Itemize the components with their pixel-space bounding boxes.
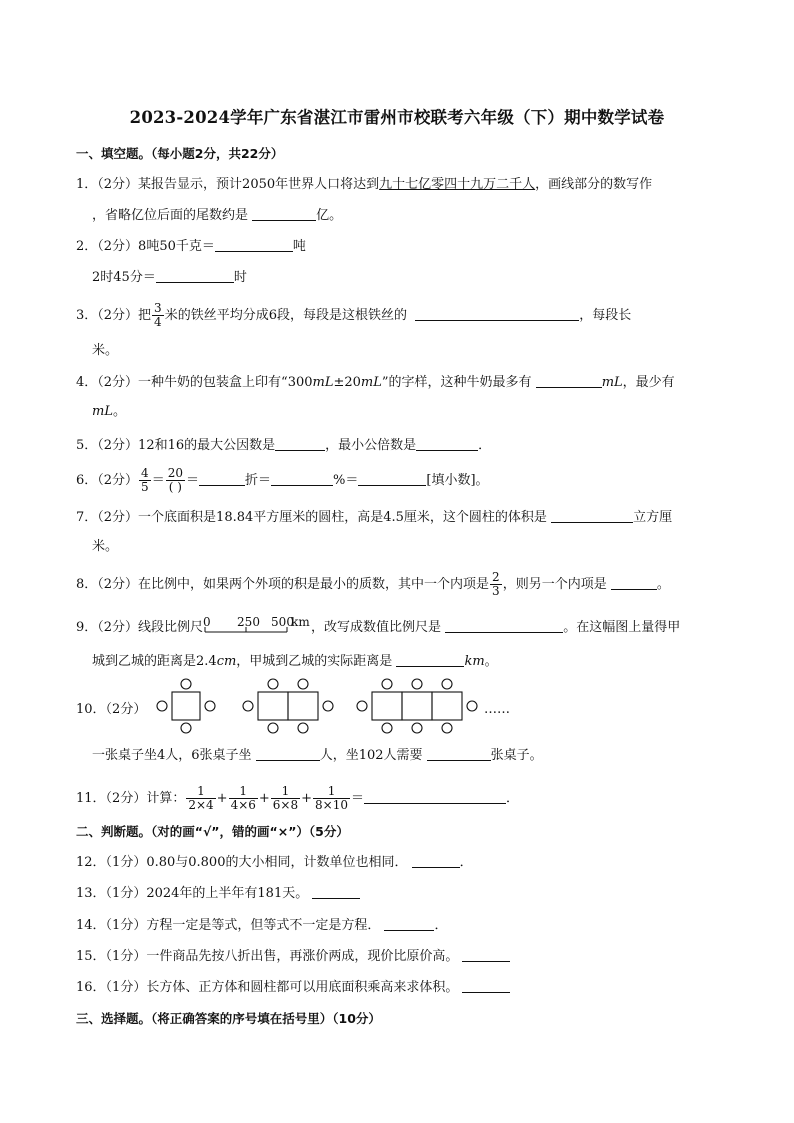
fraction: $\frac{2}{3}$ [492, 570, 500, 598]
tables-figure [150, 676, 490, 734]
fraction: $\frac{1}{6\times 8}$ [272, 784, 299, 812]
answer-blank[interactable] [275, 436, 325, 451]
fraction: $\frac{4}{5}$ [141, 466, 149, 494]
answer-blank[interactable] [199, 471, 245, 486]
question-10-cont: 一张桌子坐4人，6张桌子坐 人，坐102人需要 张桌子。 [92, 748, 543, 763]
ellipsis: …… [484, 702, 510, 717]
line-scale-bar [203, 615, 311, 635]
answer-blank[interactable] [551, 508, 633, 523]
seat-circle [412, 679, 422, 689]
table-3b [402, 692, 432, 720]
seat-circle [323, 701, 333, 711]
question-16: 16．（1分）长方体、正方体和圆柱都可以用底面积乘高来求体积。 [76, 978, 510, 997]
question-3: 3．（2分）把 $\frac{3}{4}$ 米的铁丝平均分成6段，每段是这根铁丝的 ，每段长 [76, 301, 632, 329]
answer-blank[interactable] [427, 746, 491, 761]
table-3a [372, 692, 402, 720]
answer-blank[interactable] [412, 853, 460, 868]
table-2b [288, 692, 318, 720]
question-7: 7．（2分）一个底面积是18.84平方厘米的圆柱，高是4.5厘米，这个圆柱的体积是 立方厘 [76, 510, 673, 525]
seat-circle [298, 679, 308, 689]
seat-circle [181, 679, 191, 689]
seat-circle [357, 701, 367, 711]
seat-circle [298, 723, 308, 733]
fraction: $\frac{1}{8\times 10}$ [315, 784, 348, 812]
answer-blank[interactable] [256, 746, 320, 761]
question-9-cont: 城到乙城的距离是2.4cm，甲城到乙城的实际距离是 km。 [92, 654, 498, 669]
seat-circle [382, 679, 392, 689]
answer-blank[interactable] [271, 471, 333, 486]
answer-blank[interactable] [462, 947, 510, 962]
scale-tick-500: 500 [271, 615, 294, 629]
question-1: 1．（2分）某报告显示，预计2050年世界人口将达到九十七亿零四十九万二千人，画线部分的数写作 [76, 177, 653, 192]
question-4-cont: mL。 [92, 404, 126, 419]
question-2-cont: 2时45分＝ 时 [92, 270, 247, 285]
fraction: $\frac{1}{4\times 6}$ [230, 784, 256, 812]
question-14: 14．（1分）方程一定是等式，但等式不一定是方程． ． [76, 918, 448, 933]
question-12: 12．（1分）0.80与0.800的大小相同，计数单位也相同． ． [76, 855, 473, 870]
question-4: 4．（2分）一种牛奶的包装盒上印有“300mL±20mL”的字样，这种牛奶最多有 mL，最少有 [76, 375, 675, 390]
question-15: 15．（1分）一件商品先按八折出售，再涨价两成，现价比原价高。 [76, 947, 510, 966]
seat-circle [268, 679, 278, 689]
question-3-cont: 米。 [92, 343, 119, 358]
question-13: 13．（1分）2024年的上半年有181天。 [76, 884, 360, 903]
section-2-heading: 二、判断题。（对的画“√”，错的画“×”）（5分） [76, 824, 349, 839]
answer-blank[interactable] [396, 652, 464, 667]
answer-blank[interactable] [536, 373, 602, 388]
seat-circle [467, 701, 477, 711]
question-6: 6．（2分） $\frac{4}{5}$ ＝ $\frac{20}{( )}$ ＝ 折＝ %＝ [填小数]。 [76, 466, 489, 494]
scale-tick-250: 250 [237, 615, 260, 629]
underlined-number: 九十七亿零四十九万二千人 [379, 177, 536, 192]
fraction: $\frac{20}{( )}$ [167, 466, 183, 494]
question-8: 8．（2分）在比例中，如果两个外项的积是最小的质数，其中一个内项是 $\frac{2}{3}$ ，则另一个内项是 。 [76, 570, 670, 598]
page-title: 2023-2024学年广东省湛江市雷州市校联考六年级（下）期中数学试卷 [129, 108, 665, 127]
answer-blank[interactable] [415, 306, 579, 321]
seat-circle [382, 723, 392, 733]
answer-blank[interactable] [252, 206, 316, 221]
answer-blank[interactable] [416, 436, 478, 451]
question-10: 10．（2分） [76, 702, 147, 717]
answer-blank[interactable] [462, 978, 510, 993]
seat-circle [442, 679, 452, 689]
seat-circle [442, 723, 452, 733]
scale-tick-0: 0 [203, 615, 211, 629]
scale-unit: km [291, 615, 310, 629]
question-5: 5．（2分）12和16的最大公因数是 ，最小公倍数是 ． [76, 438, 492, 453]
section-1-heading: 一、填空题。（每小题2分，共22分） [76, 146, 284, 161]
seat-circle [205, 701, 215, 711]
seat-circle [268, 723, 278, 733]
table-2a [258, 692, 288, 720]
table-1 [172, 692, 200, 720]
answer-blank[interactable] [445, 618, 563, 633]
seat-circle [412, 723, 422, 733]
answer-blank[interactable] [215, 237, 293, 252]
question-11: 11．（2分）计算： $\frac{1}{2\times 4}$ + $\frac{1}{4\times 6}$ + $\frac{1}{6\times 8}$ + $\frac{1}{8\times 10}$ ＝ ． [76, 784, 520, 812]
question-7-cont: 米。 [92, 539, 119, 554]
answer-blank[interactable] [358, 471, 426, 486]
question-1-cont: ，省略亿位后面的尾数约是 亿。 [92, 208, 343, 223]
fraction: $\frac{3}{4}$ [154, 301, 162, 329]
section-3-heading: 三、选择题。（将正确答案的序号填在括号里）（10分） [76, 1011, 381, 1026]
seat-circle [157, 701, 167, 711]
answer-blank[interactable] [156, 268, 234, 283]
answer-blank[interactable] [312, 884, 360, 899]
question-2: 2．（2分）8吨50千克＝ 吨 [76, 239, 306, 254]
answer-blank[interactable] [611, 575, 657, 590]
seat-circle [181, 723, 191, 733]
seat-circle [243, 701, 253, 711]
answer-blank[interactable] [364, 789, 506, 804]
question-9: 9．（2分）线段比例尺 0 250 500 km ，改写成数值比例尺是 。在这幅图上量得甲 [76, 615, 681, 635]
answer-blank[interactable] [384, 916, 434, 931]
fraction: $\frac{1}{2\times 4}$ [188, 784, 214, 812]
table-3c [432, 692, 462, 720]
